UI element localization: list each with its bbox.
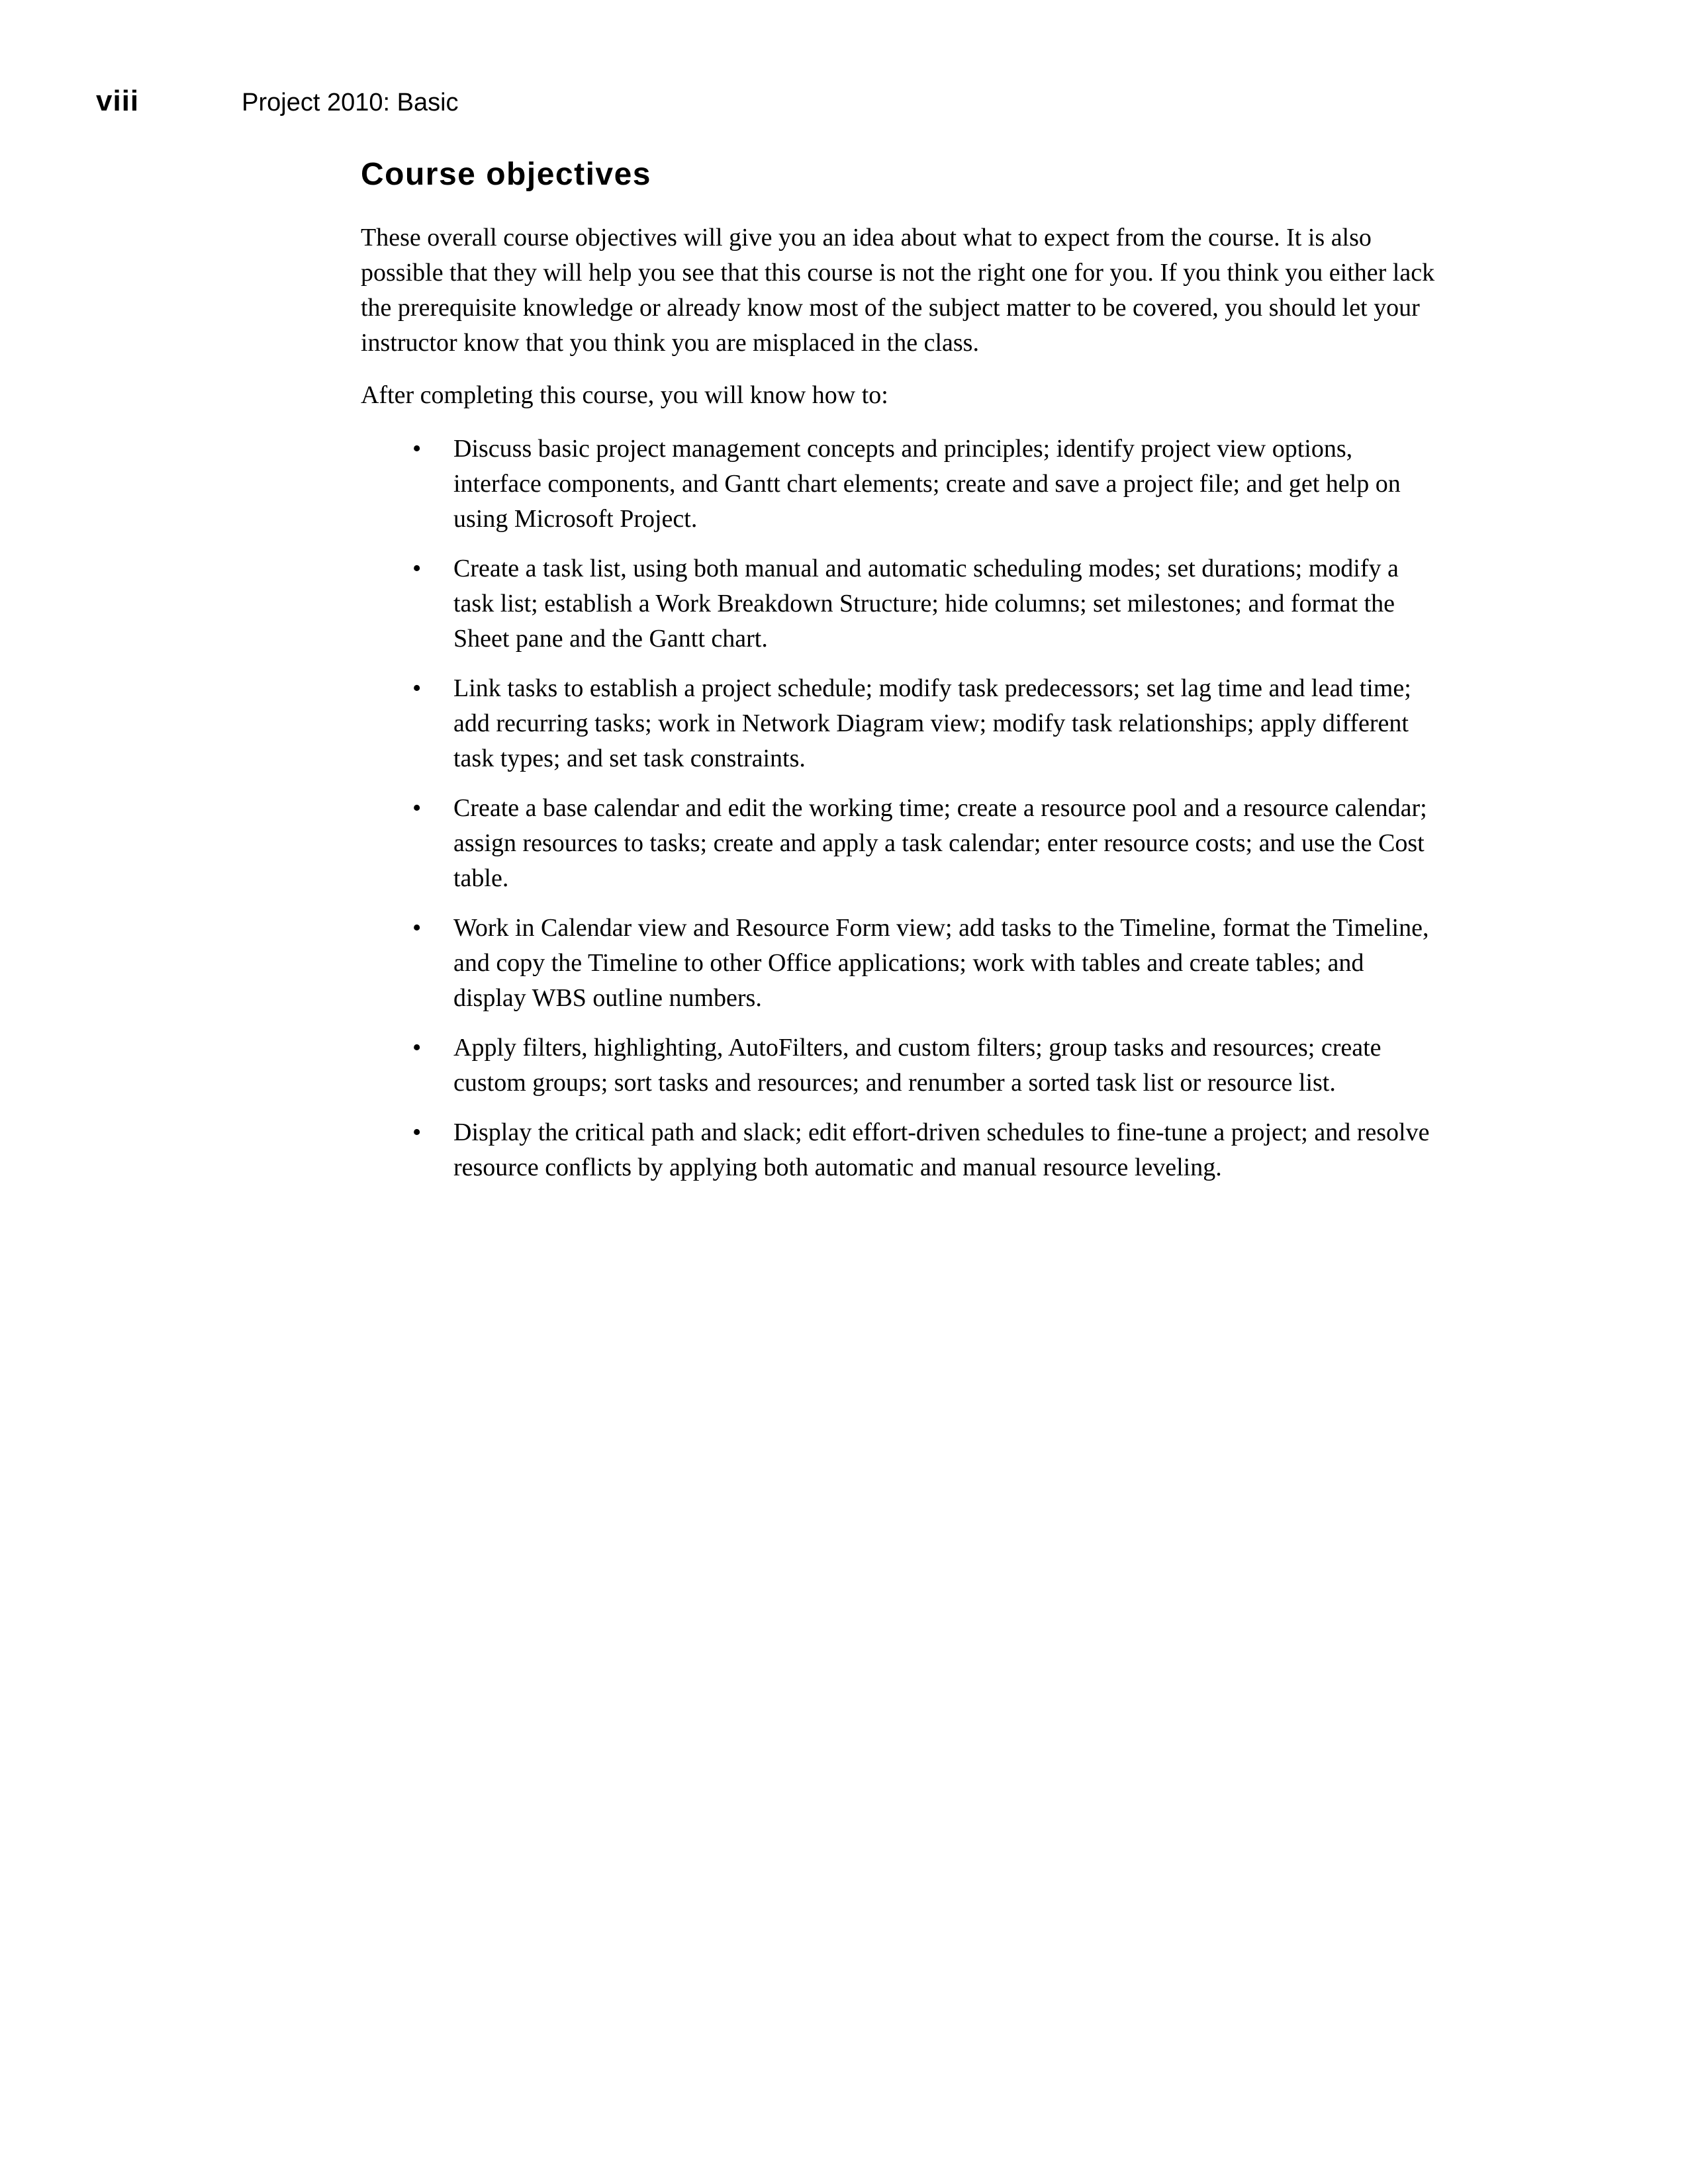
list-item — [361, 551, 1436, 657]
bullet-icon: • — [412, 913, 422, 942]
objective-text: Work in Calendar view and Resource Form view; add tasks to the Timeline, format the Timeline, and copy the Timeline to other Office applications; work with tables and create tables; and display WBS outline numbers. — [453, 913, 1429, 1012]
objective-text: Display the critical path and slack; edit effort-driven schedules to fine-tune a project; and resolve resource conflicts by applying both automatic and manual resource leveling. — [453, 1118, 1430, 1181]
page-content — [361, 158, 1436, 1200]
objective-text: Apply filters, highlighting, AutoFilters, and custom filters; group tasks and resources; create custom groups; sort tasks and resources; and renumber a sorted task list or resource list. — [453, 1033, 1382, 1097]
list-item — [361, 911, 1436, 1016]
page-number: viii — [96, 85, 140, 117]
bullet-icon: • — [412, 554, 422, 582]
objectives-list — [361, 432, 1436, 1185]
list-item — [361, 671, 1436, 776]
page-header — [96, 85, 459, 118]
bullet-icon: • — [412, 1118, 422, 1146]
bullet-icon: • — [412, 1033, 422, 1062]
list-item — [361, 791, 1436, 896]
list-item — [361, 1115, 1436, 1185]
objective-text: Link tasks to establish a project schedule; modify task predecessors; set lag time and lead time; add recurring tasks; work in Network Diagram view; modify task relationships; apply different task types; and set task constraints. — [453, 674, 1411, 772]
bullet-icon: • — [412, 794, 422, 822]
lead-in-paragraph: After completing this course, you will know how to: — [361, 381, 888, 409]
list-item — [361, 432, 1436, 537]
bullet-icon: • — [412, 674, 422, 702]
list-item — [361, 1030, 1436, 1101]
objective-text: Discuss basic project management concepts and principles; identify project view options, interface components, and Gantt chart elements; create and save a project file; and get help on using Microsoft Project. — [453, 434, 1401, 533]
running-title: Project 2010: Basic — [242, 89, 459, 116]
intro-paragraph: These overall course objectives will give you an idea about what to expect from the course. It is also possible that they will help you see that this course is not the right one for you. If you think you either lack the prerequisite knowledge or already know most of the subject matter to be covered, you should let your instructor know that you think you are misplaced in the class. — [361, 223, 1435, 357]
objective-text: Create a task list, using both manual and automatic scheduling modes; set durations; modify a task list; establish a Work Breakdown Structure; hide columns; set milestones; and format the Sheet pane and the Gantt chart. — [453, 554, 1399, 653]
bullet-icon: • — [412, 434, 422, 463]
objective-text: Create a base calendar and edit the working time; create a resource pool and a resource calendar; assign resources to tasks; create and apply a task calendar; enter resource costs; and use the Cost table. — [453, 794, 1427, 892]
section-heading: Course objectives — [361, 157, 651, 192]
